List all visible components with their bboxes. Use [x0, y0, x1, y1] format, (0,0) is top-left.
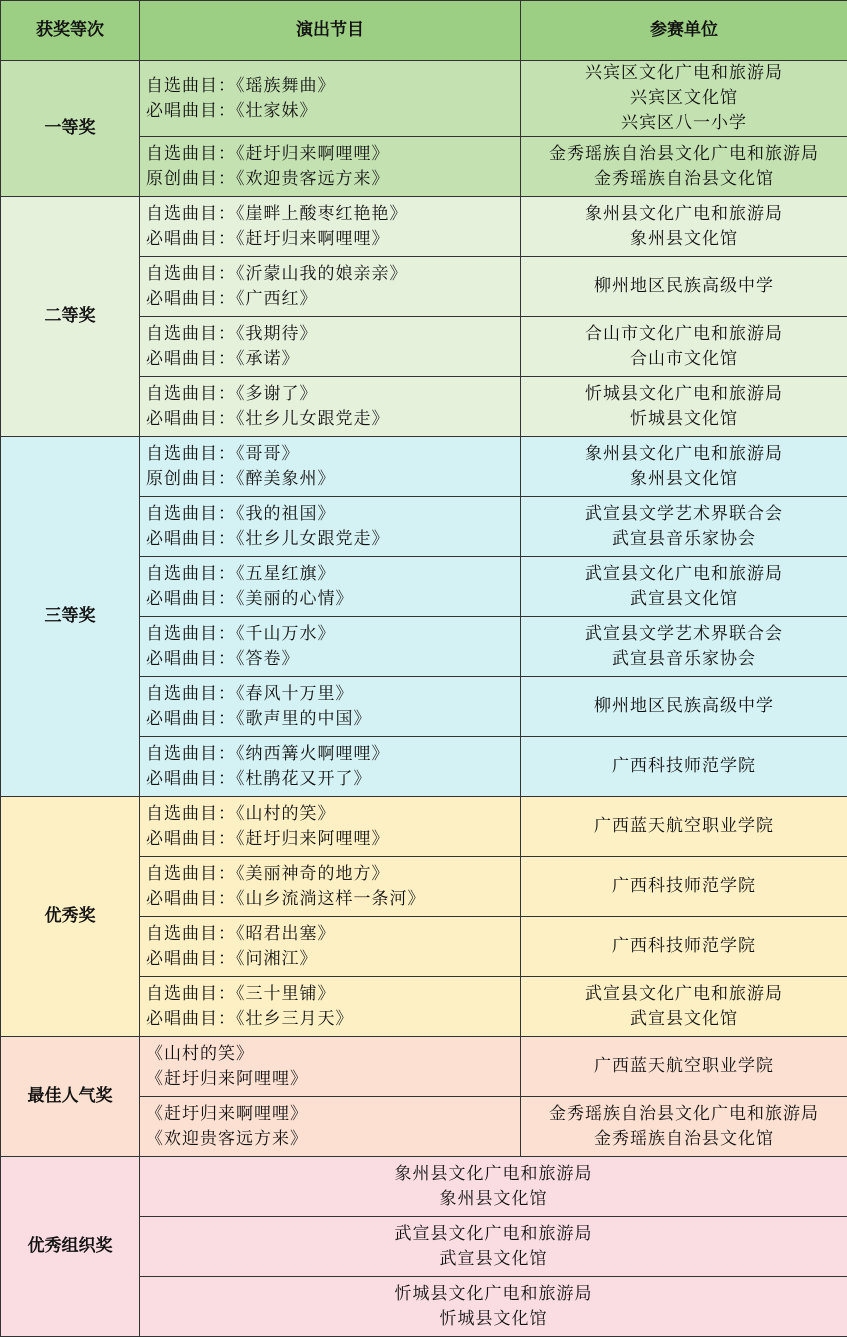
unit-line: 象州县文化广电和旅游局 — [146, 1162, 841, 1187]
org-unit-cell — [140, 1277, 847, 1337]
program-line: 自选曲目：《多谢了》 — [146, 382, 514, 407]
program-line: 自选曲目：《崖畔上酸枣红艳艳》 — [146, 202, 514, 227]
program-line: 自选曲目：《赶圩归来啊哩哩》 — [146, 142, 514, 167]
program-cell — [140, 61, 521, 137]
program-line: 《山村的笑》 — [146, 1042, 514, 1067]
program-cell — [140, 797, 521, 857]
header-unit: 参赛单位 — [521, 1, 847, 61]
unit-cell — [521, 1097, 847, 1157]
unit-cell — [521, 557, 847, 617]
program-cell — [140, 1097, 521, 1157]
program-line: 自选曲目：《瑶族舞曲》 — [146, 74, 514, 99]
unit-line: 合山市文化馆 — [527, 347, 841, 372]
unit-line: 兴宾区文化馆 — [527, 86, 841, 111]
unit-cell — [521, 317, 847, 377]
unit-line: 武宣县文化广电和旅游局 — [527, 982, 841, 1007]
unit-cell — [521, 1037, 847, 1097]
program-cell — [140, 677, 521, 737]
award-level: 优秀组织奖 — [1, 1157, 140, 1337]
unit-line: 广西科技师范学院 — [527, 874, 841, 899]
table-row — [1, 61, 847, 137]
program-line: 自选曲目：《我的祖国》 — [146, 502, 514, 527]
table-row — [1, 1157, 847, 1217]
unit-cell — [521, 437, 847, 497]
award-level: 三等奖 — [1, 437, 140, 797]
unit-line: 武宣县文学艺术界联合会 — [527, 502, 841, 527]
unit-line: 武宣县文学艺术界联合会 — [527, 622, 841, 647]
table-row — [1, 437, 847, 497]
unit-line: 武宣县文化馆 — [146, 1247, 841, 1272]
program-line: 自选曲目：《山村的笑》 — [146, 802, 514, 827]
unit-line: 金秀瑶族自治县文化广电和旅游局 — [527, 1102, 841, 1127]
award-level: 一等奖 — [1, 61, 140, 197]
unit-line: 忻城县文化馆 — [146, 1307, 841, 1332]
unit-cell — [521, 797, 847, 857]
table-body — [1, 61, 847, 1337]
program-cell — [140, 557, 521, 617]
unit-cell — [521, 497, 847, 557]
program-line: 必唱曲目：《壮乡儿女跟党走》 — [146, 407, 514, 432]
program-cell — [140, 617, 521, 677]
program-line: 自选曲目：《昭君出塞》 — [146, 922, 514, 947]
program-line: 自选曲目：《纳西篝火啊哩哩》 — [146, 742, 514, 767]
program-cell — [140, 497, 521, 557]
unit-line: 柳州地区民族高级中学 — [527, 274, 841, 299]
program-line: 必唱曲目：《问湘江》 — [146, 947, 514, 972]
unit-line: 象州县文化馆 — [527, 467, 841, 492]
unit-line: 兴宾区八一小学 — [527, 111, 841, 136]
unit-line: 武宣县文化广电和旅游局 — [146, 1222, 841, 1247]
program-line: 必唱曲目：《山乡流淌这样一条河》 — [146, 887, 514, 912]
unit-line: 武宣县文化馆 — [527, 1007, 841, 1032]
unit-cell — [521, 677, 847, 737]
program-line: 必唱曲目：《广西红》 — [146, 287, 514, 312]
program-line: 必唱曲目：《壮乡儿女跟党走》 — [146, 527, 514, 552]
unit-line: 武宣县文化馆 — [527, 587, 841, 612]
unit-line: 象州县文化广电和旅游局 — [527, 442, 841, 467]
header-program: 演出节目 — [140, 1, 521, 61]
program-line: 必唱曲目：《赶圩归来啊哩哩》 — [146, 227, 514, 252]
program-line: 自选曲目：《春风十万里》 — [146, 682, 514, 707]
unit-line: 象州县文化馆 — [146, 1187, 841, 1212]
unit-line: 忻城县文化广电和旅游局 — [146, 1282, 841, 1307]
unit-line: 金秀瑶族自治县文化广电和旅游局 — [527, 142, 841, 167]
unit-line: 广西科技师范学院 — [527, 754, 841, 779]
unit-line: 金秀瑶族自治县文化馆 — [527, 1127, 841, 1152]
table-row — [1, 1037, 847, 1097]
unit-line: 武宣县音乐家协会 — [527, 647, 841, 672]
program-line: 《赶圩归来阿哩哩》 — [146, 1067, 514, 1092]
org-unit-cell — [140, 1217, 847, 1277]
program-line: 必唱曲目：《答卷》 — [146, 647, 514, 672]
table-row — [1, 797, 847, 857]
unit-line: 忻城县文化广电和旅游局 — [527, 382, 841, 407]
program-line: 原创曲目：《欢迎贵客远方来》 — [146, 167, 514, 192]
unit-line: 柳州地区民族高级中学 — [527, 694, 841, 719]
unit-cell — [521, 617, 847, 677]
program-cell — [140, 137, 521, 197]
program-line: 必唱曲目：《壮家妹》 — [146, 99, 514, 124]
unit-line: 广西蓝天航空职业学院 — [527, 814, 841, 839]
program-line: 必唱曲目：《美丽的心情》 — [146, 587, 514, 612]
award-level: 优秀奖 — [1, 797, 140, 1037]
program-line: 必唱曲目：《杜鹃花又开了》 — [146, 767, 514, 792]
program-line: 自选曲目：《我期待》 — [146, 322, 514, 347]
unit-cell — [521, 61, 847, 137]
program-line: 自选曲目：《哥哥》 — [146, 442, 514, 467]
unit-line: 合山市文化广电和旅游局 — [527, 322, 841, 347]
unit-line: 武宣县文化广电和旅游局 — [527, 562, 841, 587]
unit-cell — [521, 857, 847, 917]
unit-line: 武宣县音乐家协会 — [527, 527, 841, 552]
unit-line: 金秀瑶族自治县文化馆 — [527, 167, 841, 192]
program-cell — [140, 1037, 521, 1097]
program-cell — [140, 197, 521, 257]
program-cell — [140, 257, 521, 317]
unit-line: 广西科技师范学院 — [527, 934, 841, 959]
program-cell — [140, 917, 521, 977]
unit-line: 兴宾区文化广电和旅游局 — [527, 61, 841, 86]
unit-cell — [521, 377, 847, 437]
table-row — [1, 197, 847, 257]
program-line: 自选曲目：《千山万水》 — [146, 622, 514, 647]
program-line: 《赶圩归来啊哩哩》 — [146, 1102, 514, 1127]
unit-cell — [521, 977, 847, 1037]
unit-cell — [521, 737, 847, 797]
program-line: 自选曲目：《五星红旗》 — [146, 562, 514, 587]
program-line: 自选曲目：《三十里铺》 — [146, 982, 514, 1007]
program-line: 原创曲目：《醉美象州》 — [146, 467, 514, 492]
program-cell — [140, 317, 521, 377]
org-unit-cell — [140, 1157, 847, 1217]
award-level: 最佳人气奖 — [1, 1037, 140, 1157]
unit-cell — [521, 137, 847, 197]
award-level: 二等奖 — [1, 197, 140, 437]
unit-cell — [521, 917, 847, 977]
unit-line: 忻城县文化馆 — [527, 407, 841, 432]
program-line: 必唱曲目：《歌声里的中国》 — [146, 707, 514, 732]
program-line: 必唱曲目：《赶圩归来阿哩哩》 — [146, 827, 514, 852]
program-line: 自选曲目：《沂蒙山我的娘亲亲》 — [146, 262, 514, 287]
program-cell — [140, 857, 521, 917]
unit-line: 广西蓝天航空职业学院 — [527, 1054, 841, 1079]
program-cell — [140, 377, 521, 437]
unit-line: 象州县文化广电和旅游局 — [527, 202, 841, 227]
program-line: 必唱曲目：《壮乡三月天》 — [146, 1007, 514, 1032]
program-line: 自选曲目：《美丽神奇的地方》 — [146, 862, 514, 887]
program-cell — [140, 737, 521, 797]
unit-cell — [521, 257, 847, 317]
program-cell — [140, 977, 521, 1037]
program-line: 必唱曲目：《承诺》 — [146, 347, 514, 372]
program-line: 《欢迎贵客远方来》 — [146, 1127, 514, 1152]
program-cell — [140, 437, 521, 497]
header-row — [1, 1, 847, 61]
unit-line: 象州县文化馆 — [527, 227, 841, 252]
header-level: 获奖等次 — [1, 1, 140, 61]
unit-cell — [521, 197, 847, 257]
